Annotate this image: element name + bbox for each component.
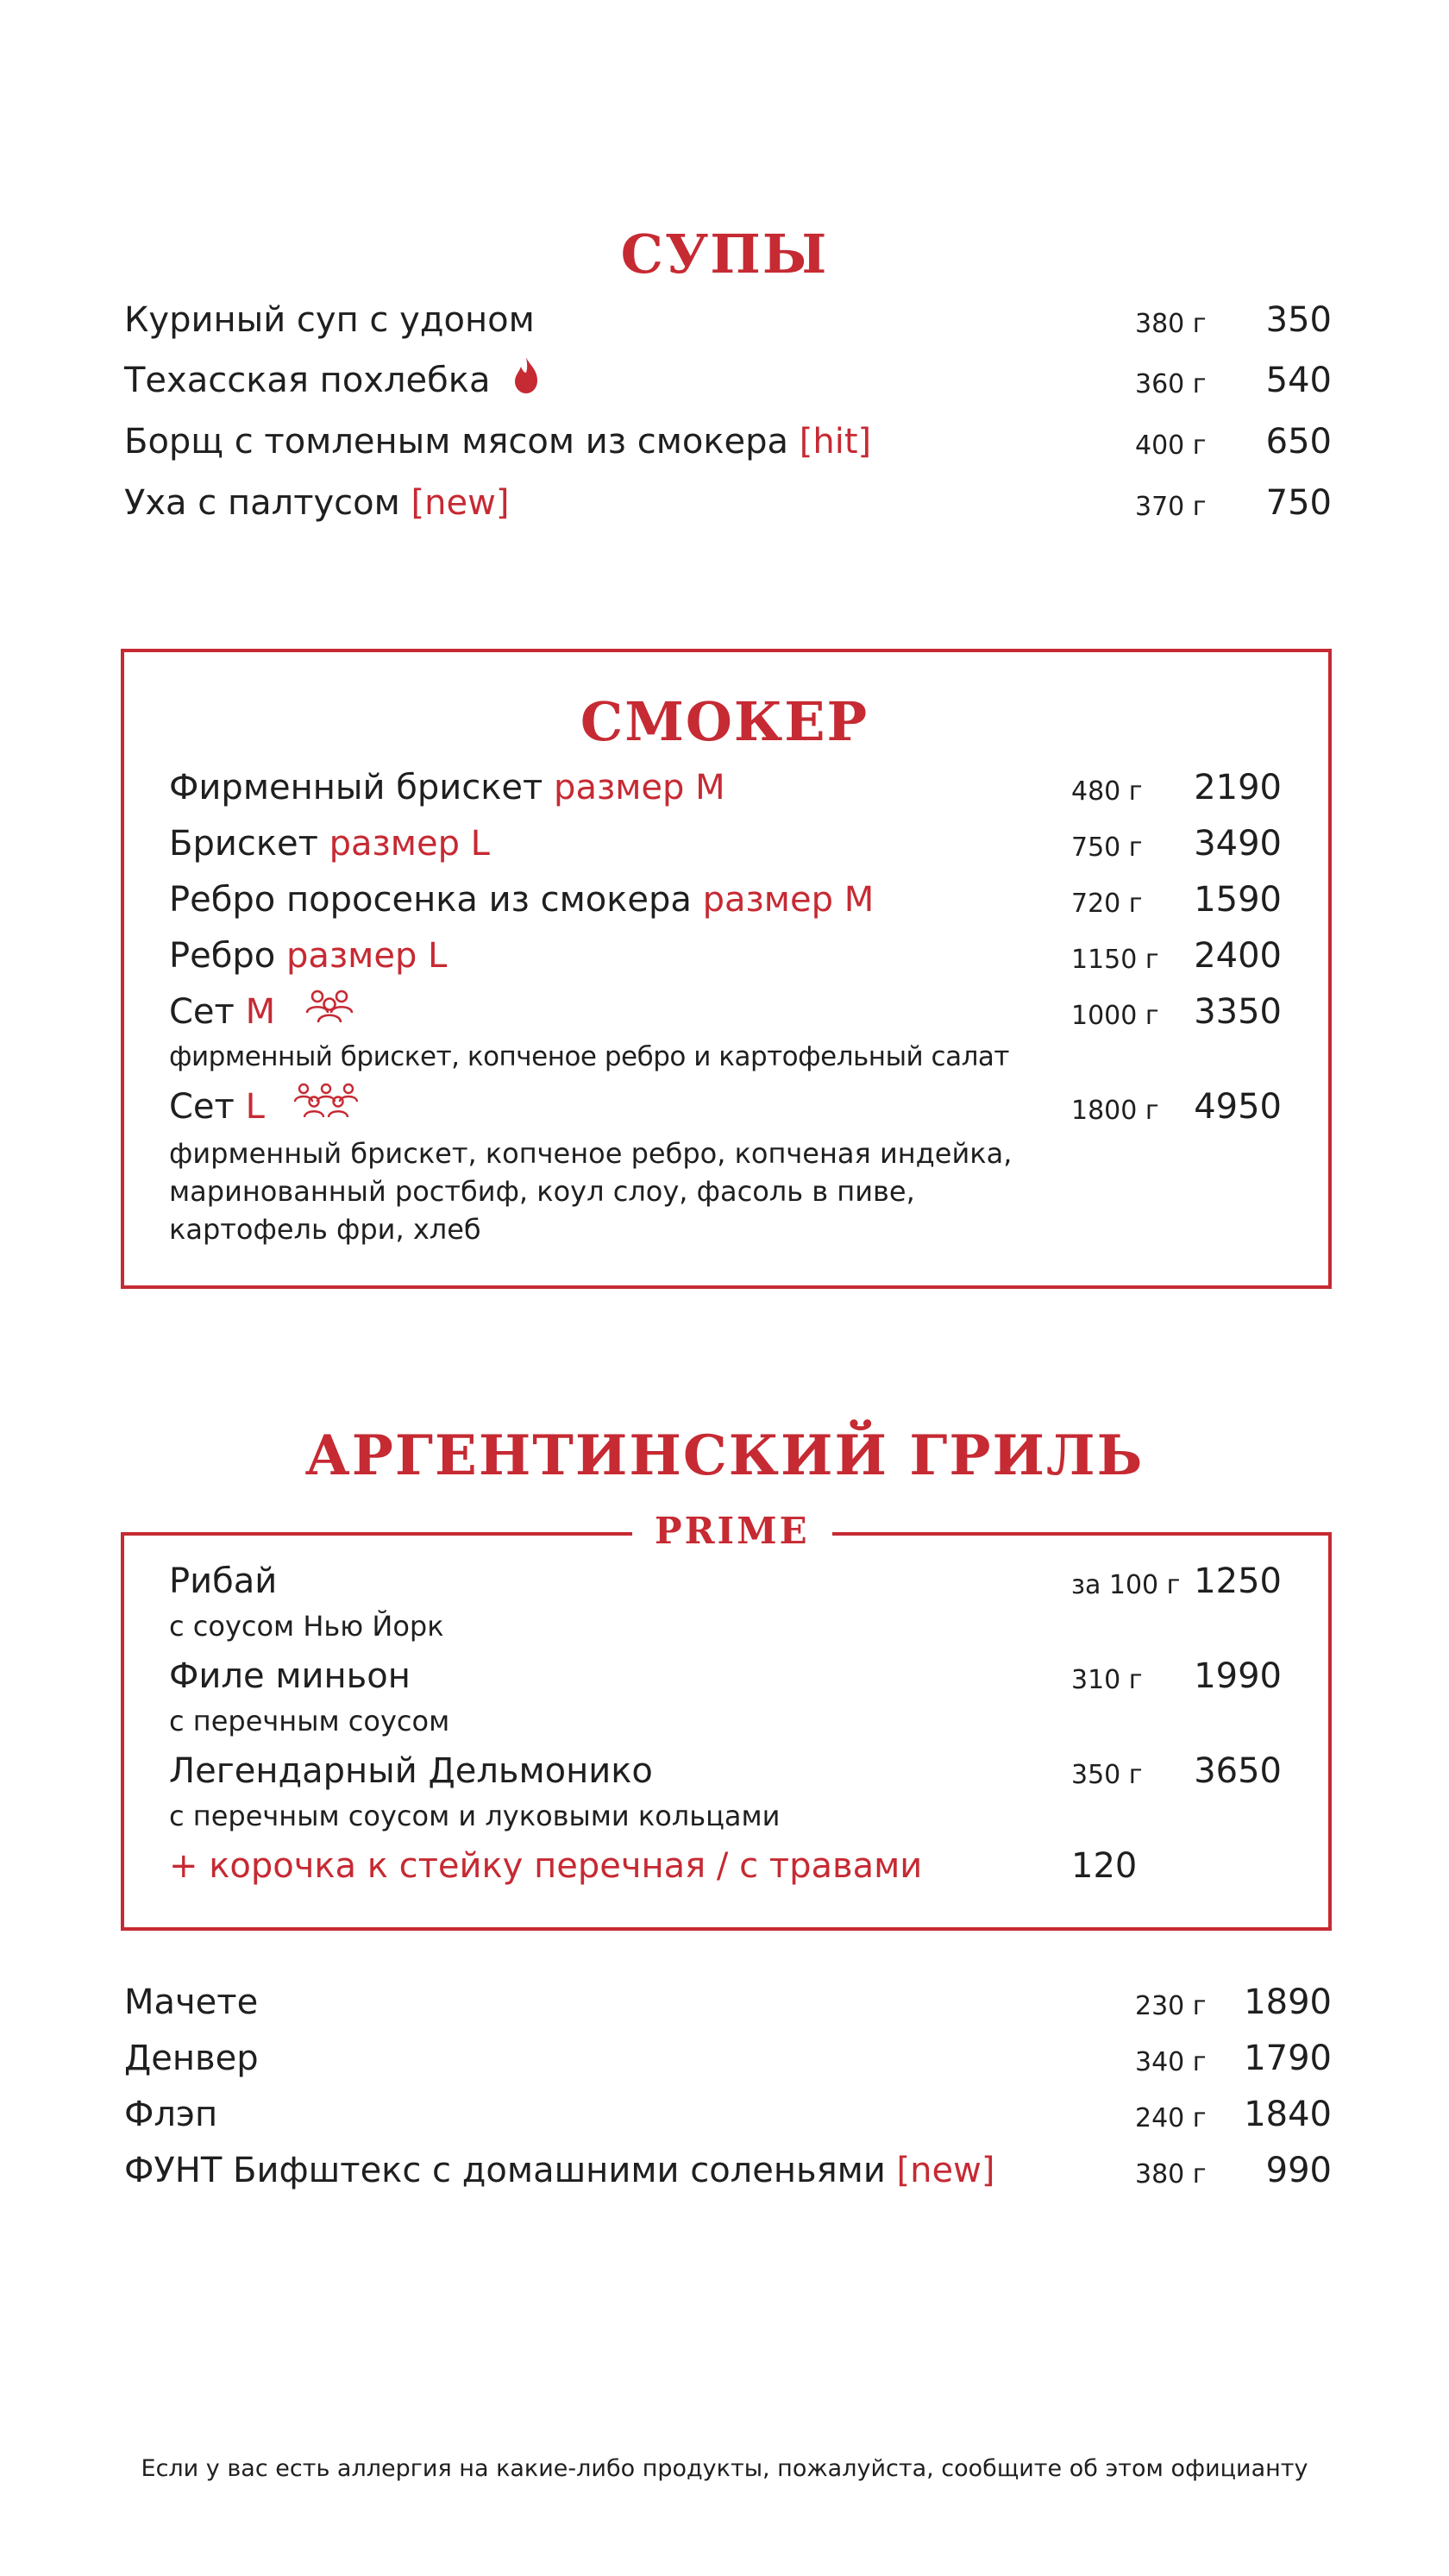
item-price: 2400 bbox=[1194, 936, 1282, 976]
item-weight: 310 г bbox=[1071, 1665, 1143, 1695]
item-name: Флэп bbox=[124, 2095, 218, 2134]
ribeye-description: с соусом Нью Йорк bbox=[169, 1610, 444, 1643]
smoker-item-set-l bbox=[169, 1087, 1282, 1130]
smoker-item-rib bbox=[169, 936, 1282, 979]
grill-item-denver bbox=[124, 2039, 1332, 2082]
item-weight: 750 г bbox=[1071, 832, 1143, 863]
item-weight: 340 г bbox=[1135, 2047, 1207, 2077]
allergy-note: Если у вас есть аллергия на какие-либо продукты, пожалуйста, сообщите об этом официанту bbox=[141, 2455, 1308, 2482]
soup-item-chicken-udon bbox=[124, 300, 1332, 343]
delmonico-description: с перечным соусом и луковыми кольцами bbox=[169, 1800, 781, 1832]
item-name: Легендарный Дельмонико bbox=[169, 1751, 653, 1791]
item-weight: 380 г bbox=[1135, 309, 1207, 339]
size-label: L bbox=[245, 1087, 265, 1127]
group-3-icon bbox=[302, 987, 357, 1025]
item-name: Ребро bbox=[169, 936, 276, 976]
prime-label: PRIME bbox=[632, 1510, 832, 1552]
smoker-title: СМОКЕР bbox=[580, 690, 869, 753]
smoker-item-set-m bbox=[169, 992, 1282, 1035]
addon-name: + корочка к стейку перечная / с травами bbox=[169, 1846, 923, 1886]
fire-icon bbox=[513, 356, 539, 394]
set-l-description-line-2: маринованный ростбиф, коул слоу, фасоль в пиве, bbox=[169, 1175, 915, 1208]
size-label: размер L bbox=[329, 824, 490, 864]
grill-item-machete bbox=[124, 1982, 1332, 2026]
item-price: 1250 bbox=[1194, 1561, 1282, 1601]
item-name: Филе миньон bbox=[169, 1656, 411, 1696]
size-label: размер M bbox=[554, 768, 725, 807]
item-price: 1990 bbox=[1194, 1656, 1282, 1696]
item-name: Куриный суп с удоном bbox=[124, 300, 535, 340]
item-price: 4950 bbox=[1194, 1087, 1282, 1127]
set-l-description-line-1: фирменный брискет, копченое ребро, копченая индейка, bbox=[169, 1137, 1013, 1170]
item-weight: за 100 г bbox=[1071, 1570, 1181, 1600]
item-name: Техасская похлебка bbox=[124, 361, 491, 400]
item-weight: 400 г bbox=[1135, 430, 1207, 461]
group-6-icon bbox=[292, 1081, 361, 1121]
set-m-description: фирменный брискет, копченое ребро и картофельный салат bbox=[169, 1041, 1009, 1072]
item-weight: 240 г bbox=[1135, 2103, 1207, 2133]
soup-item-fish-soup bbox=[124, 483, 1332, 526]
size-label: размер L bbox=[285, 936, 448, 976]
item-weight: 370 г bbox=[1135, 492, 1207, 522]
grill-item-funt-beefsteak bbox=[124, 2151, 1332, 2194]
item-price: 1590 bbox=[1194, 880, 1282, 920]
size-label: размер M bbox=[702, 880, 875, 920]
item-price: 990 bbox=[1265, 2151, 1332, 2190]
set-l-description-line-3: картофель фри, хлеб bbox=[169, 1213, 481, 1246]
item-name: Мачете bbox=[124, 1982, 259, 2022]
item-name: Сет bbox=[169, 1087, 235, 1127]
item-price: 3350 bbox=[1194, 992, 1282, 1032]
item-name: Рибай bbox=[169, 1561, 278, 1601]
item-weight: 1000 г bbox=[1071, 1001, 1159, 1031]
item-price: 650 bbox=[1265, 422, 1332, 462]
item-price: 1790 bbox=[1244, 2039, 1332, 2078]
item-price: 750 bbox=[1265, 483, 1332, 523]
grill-item-flap bbox=[124, 2095, 1332, 2138]
grill-title: АРГЕНТИНСКИЙ ГРИЛЬ bbox=[304, 1423, 1145, 1488]
new-tag: [new] bbox=[411, 483, 510, 523]
size-label: M bbox=[245, 992, 276, 1032]
smoker-item-signature-brisket bbox=[169, 768, 1282, 811]
item-name: Денвер bbox=[124, 2039, 259, 2078]
item-price: 1890 bbox=[1244, 1982, 1332, 2022]
item-price: 1840 bbox=[1244, 2095, 1332, 2134]
prime-item-delmonico bbox=[169, 1751, 1282, 1794]
soup-item-texas-chowder bbox=[124, 361, 1332, 404]
item-weight: 1150 г bbox=[1071, 945, 1159, 975]
prime-item-ribeye bbox=[169, 1561, 1282, 1605]
item-name: Сет bbox=[169, 992, 235, 1032]
item-name: Брискет bbox=[169, 824, 318, 864]
addon-price: 120 bbox=[1071, 1846, 1138, 1886]
filet-mignon-description: с перечным соусом bbox=[169, 1705, 450, 1737]
hit-tag: [hit] bbox=[799, 422, 872, 462]
item-weight: 720 г bbox=[1071, 889, 1143, 919]
item-price: 350 bbox=[1265, 300, 1332, 340]
item-weight: 1800 г bbox=[1071, 1096, 1159, 1126]
item-weight: 230 г bbox=[1135, 1991, 1207, 2021]
item-name: Ребро поросенка из смокера bbox=[169, 880, 692, 920]
item-price: 2190 bbox=[1194, 768, 1282, 807]
soup-item-borscht bbox=[124, 422, 1332, 465]
item-price: 540 bbox=[1265, 361, 1332, 400]
steak-crust-addon bbox=[169, 1846, 1282, 1889]
soups-title: СУПЫ bbox=[620, 223, 829, 286]
item-name: Фирменный брискет bbox=[169, 768, 543, 807]
item-name: Уха с палтусом bbox=[124, 483, 400, 523]
item-price: 3650 bbox=[1194, 1751, 1282, 1791]
item-name: ФУНТ Бифштекс с домашними соленьями bbox=[124, 2151, 886, 2190]
smoker-item-pork-rib bbox=[169, 880, 1282, 923]
item-weight: 350 г bbox=[1071, 1760, 1143, 1790]
item-name: Борщ с томленым мясом из смокера bbox=[124, 422, 789, 462]
smoker-item-brisket bbox=[169, 824, 1282, 867]
item-weight: 380 г bbox=[1135, 2159, 1207, 2190]
item-weight: 480 г bbox=[1071, 776, 1143, 807]
new-tag: [new] bbox=[896, 2151, 995, 2190]
item-weight: 360 г bbox=[1135, 369, 1207, 399]
prime-item-filet-mignon bbox=[169, 1656, 1282, 1700]
item-price: 3490 bbox=[1194, 824, 1282, 864]
